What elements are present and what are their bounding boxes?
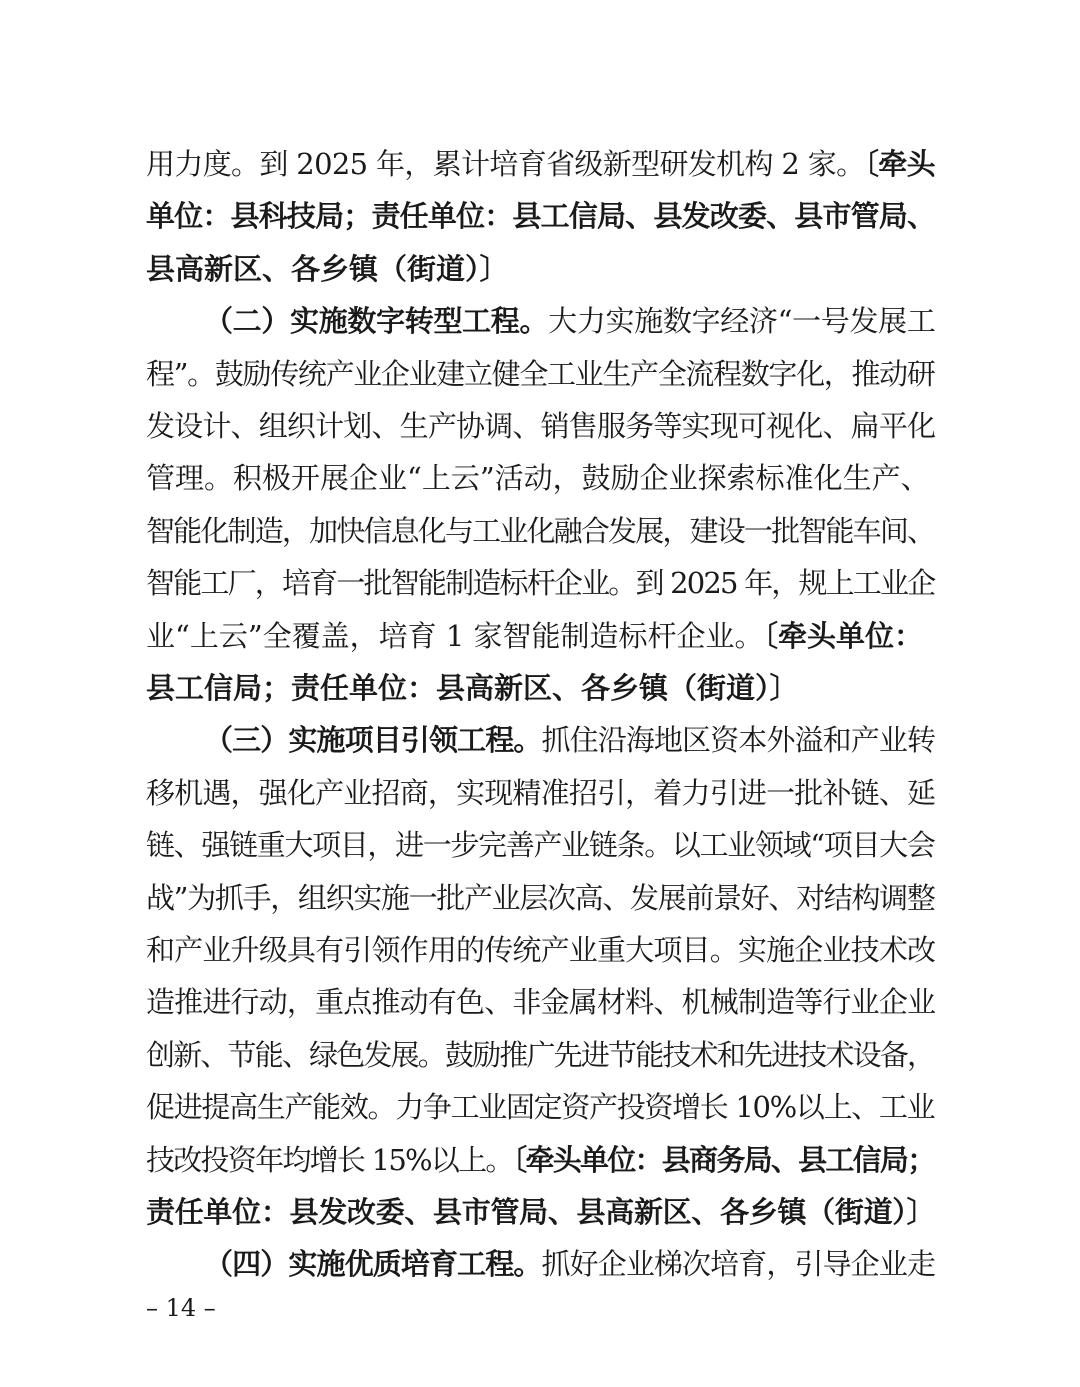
- text-line: [146, 872, 936, 924]
- text-segment: 造推进行动，重点推动有色、非金属材料、机械制造等行业企业: [146, 985, 936, 1020]
- text-line: [146, 400, 936, 452]
- bold-text-segment: （二）实施数字转型工程。: [204, 304, 549, 339]
- text-segment: 链、强链重大项目，进一步完善产业链条。以工业领域“项目大会: [146, 828, 935, 863]
- bold-text-segment: （四）实施优质培育工程。: [204, 1247, 542, 1282]
- text-line: [146, 662, 936, 714]
- text-segment: 发设计、组织计划、生产协调、销售服务等实现可视化、扁平化: [146, 409, 936, 443]
- text-segment: 战”为抓手，组织实施一批产业层次高、发展前景好、对结构调整: [146, 880, 935, 915]
- text-line: [146, 505, 936, 557]
- text-line: [146, 348, 936, 400]
- text-segment: 创新、节能、绿色发展。鼓励推广先进节能技术和先进技术设备，: [146, 1037, 935, 1072]
- bold-text-segment: 责任单位：县发改委、县市管局、县高新区、各乡镇（街道）〕: [146, 1195, 936, 1229]
- text-line: [146, 557, 936, 609]
- text-line: [146, 610, 936, 662]
- text-segment: 智能化制造，加快信息化与工业化融合发展，建设一批智能车间、: [146, 513, 935, 548]
- text-line: [146, 976, 936, 1028]
- bold-text-segment: 县工信局；责任单位：县高新区、各乡镇（街道）〕: [146, 671, 799, 705]
- text-line: [146, 1134, 936, 1186]
- text-segment: 促进提高生产能效。力争工业固定资产投资增长 10%以上、工业: [146, 1090, 935, 1125]
- text-segment: 和产业升级具有引领作用的传统产业重大项目。实施企业技术改: [146, 933, 936, 967]
- text-line: [146, 452, 936, 504]
- text-segment: 智能工厂，培育一批智能制造标杆企业。到 2025 年，规上工业企: [146, 566, 935, 601]
- text-segment: 大力实施数字经济“一号发展工: [548, 304, 936, 339]
- page-number: – 14 –: [146, 1294, 216, 1322]
- text-line: [204, 1238, 936, 1290]
- text-line: [146, 924, 936, 976]
- text-line: [146, 1029, 936, 1081]
- text-segment: 程”。鼓励传统产业企业建立健全工业生产全流程数字化，推动研: [146, 356, 935, 391]
- text-segment: 抓好企业梯次培育，引导企业走: [541, 1247, 936, 1282]
- text-line: [146, 243, 936, 295]
- text-line: [146, 1081, 936, 1133]
- bold-text-segment: 〔牵头单位：县商务局、县工信局；: [512, 1142, 935, 1177]
- text-line: [146, 819, 936, 871]
- text-segment: 移机遇，强化产业招商，实现精准招引，着力引进一批补链、延: [146, 775, 936, 810]
- text-segment: 管理。积极开展企业“上云”活动，鼓励企业探索标准化生产、: [146, 461, 930, 496]
- text-line: [204, 295, 936, 347]
- bold-text-segment: （三）实施项目引领工程。: [204, 723, 542, 758]
- text-segment: 用力度。到 2025 年，累计培育省级新型研发机构 2 家。: [146, 147, 865, 181]
- bold-text-segment: 单位：县科技局；责任单位：县工信局、县发改委、县市管局、: [146, 199, 936, 234]
- text-line: [146, 767, 936, 819]
- bold-text-segment: 〔牵头单位：: [763, 618, 924, 653]
- bold-text-segment: 县高新区、各乡镇（街道）〕: [146, 251, 509, 286]
- text-line: [146, 190, 936, 242]
- text-line: [204, 714, 936, 766]
- bold-text-segment: 〔牵头: [864, 147, 935, 181]
- text-segment: 抓住沿海地区资本外溢和产业转: [541, 723, 936, 758]
- text-segment: 技改投资年均增长 15%以上。: [146, 1142, 513, 1177]
- text-segment: 业“上云”全覆盖，培育 1 家智能制造标杆企业。: [146, 618, 764, 653]
- text-line: [146, 1186, 936, 1238]
- text-line: [146, 138, 936, 190]
